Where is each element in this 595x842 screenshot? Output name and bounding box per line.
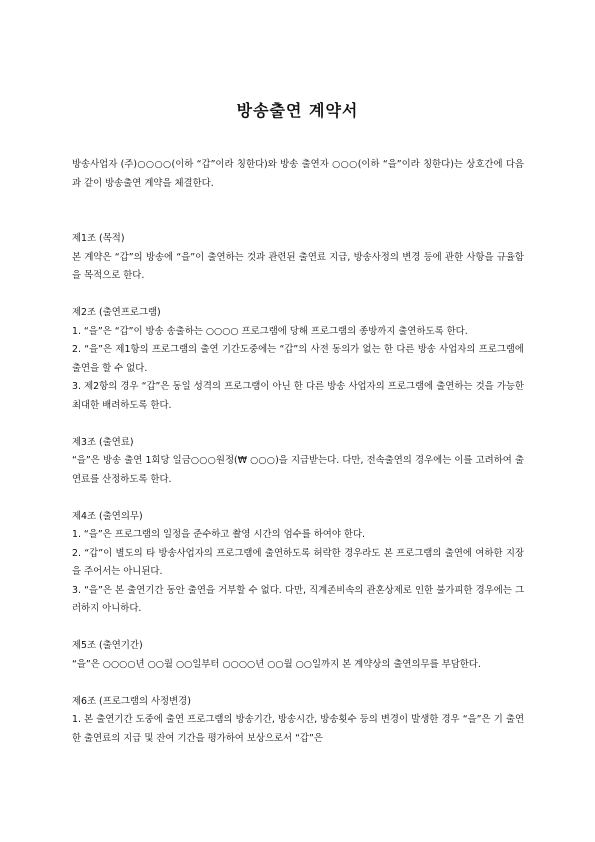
article-paragraph: 본 계약은 “갑”의 방송에 “을”이 출연하는 것과 관련된 출연료 지급, 방송사정의 변경 등에 관한 사항을 규율함을 목적으로 한다. [72,251,524,281]
article-paragraph: “을”은 ○○○○년 ○○월 ○○일부터 ○○○○년 ○○월 ○○일까지 본 계약상의 출연의무를 부담한다. [72,658,481,670]
article-heading: 제3조 (출연료) [72,436,134,448]
article-4 [72,508,524,619]
article-heading: 제6조 (프로그램의 사정변경) [72,695,191,707]
article-paragraph: 3. “을”은 본 출연기간 동안 출연을 거부할 수 없다. 다만, 직계존비속의 관혼상제로 인한 불가피한 경우에는 그러하지 아니하다. [72,584,524,614]
article-paragraph: 1. “을”은 “갑”이 방송 송출하는 ○○○○ 프로그램에 당해 프로그램의 종방까지 출연하도록 한다. [72,325,468,337]
article-heading: 제1조 (목적) [72,233,125,244]
article-paragraph: 3. 제2항의 경우 “갑”은 동일 성격의 프로그램이 아닌 한 다른 방송 사업자의 프로그램에 출연하는 것을 가능한 최대한 배려하도록 한다. [72,381,524,411]
intro-paragraph: 방송사업자 (주)○○○○(이하 “갑”이라 칭한다)와 방송 출연자 ○○○(이하 “을”이라 칭한다)는 상호간에 다음과 같이 방송출연 계약을 체결한다. [72,159,524,189]
document-title: 방송출연 계약서 [236,101,359,120]
article-paragraph: 1. 본 출연기간 도중에 출연 프로그램의 방송기간, 방송시간, 방송횟수 등의 변경이 발생한 경우 “을”은 기 출연한 출연료의 지급 및 잔여 기간을 평가하여 보상으로서 “갑”은 [72,714,524,744]
article-paragraph: 1. “을”은 프로그램의 일정을 준수하고 촬영 시간의 엄수를 하여야 한다. [72,529,365,540]
article-6 [72,693,524,749]
article-1 [72,230,524,286]
article-3 [72,434,524,490]
article-paragraph: “을”은 방송 출연 1회당 일금○○○원정(₩ ○○○)을 지급받는다. 다만, 전속출연의 경우에는 이를 고려하여 출연료를 산정하도록 한다. [72,455,524,485]
document-body [72,156,524,767]
article-heading: 제4조 (출연의무) [72,510,143,522]
article-paragraph: 2. “갑”이 별도의 타 방송사업자의 프로그램에 출연하도록 허락한 경우라도 본 프로그램의 출연에 여하한 지장을 주어서는 아니된다. [72,547,524,577]
article-paragraph: 2. “을”은 제1항의 프로그램의 출연 기간도중에는 “갑”의 사전 동의가 없는 한 다른 방송 사업자의 프로그램에 출연을 할 수 없다. [72,344,524,374]
article-5 [72,637,524,674]
article-2 [72,304,524,415]
article-heading: 제5조 (출연기간) [72,640,143,651]
article-heading: 제2조 (출연프로그램) [72,307,161,318]
